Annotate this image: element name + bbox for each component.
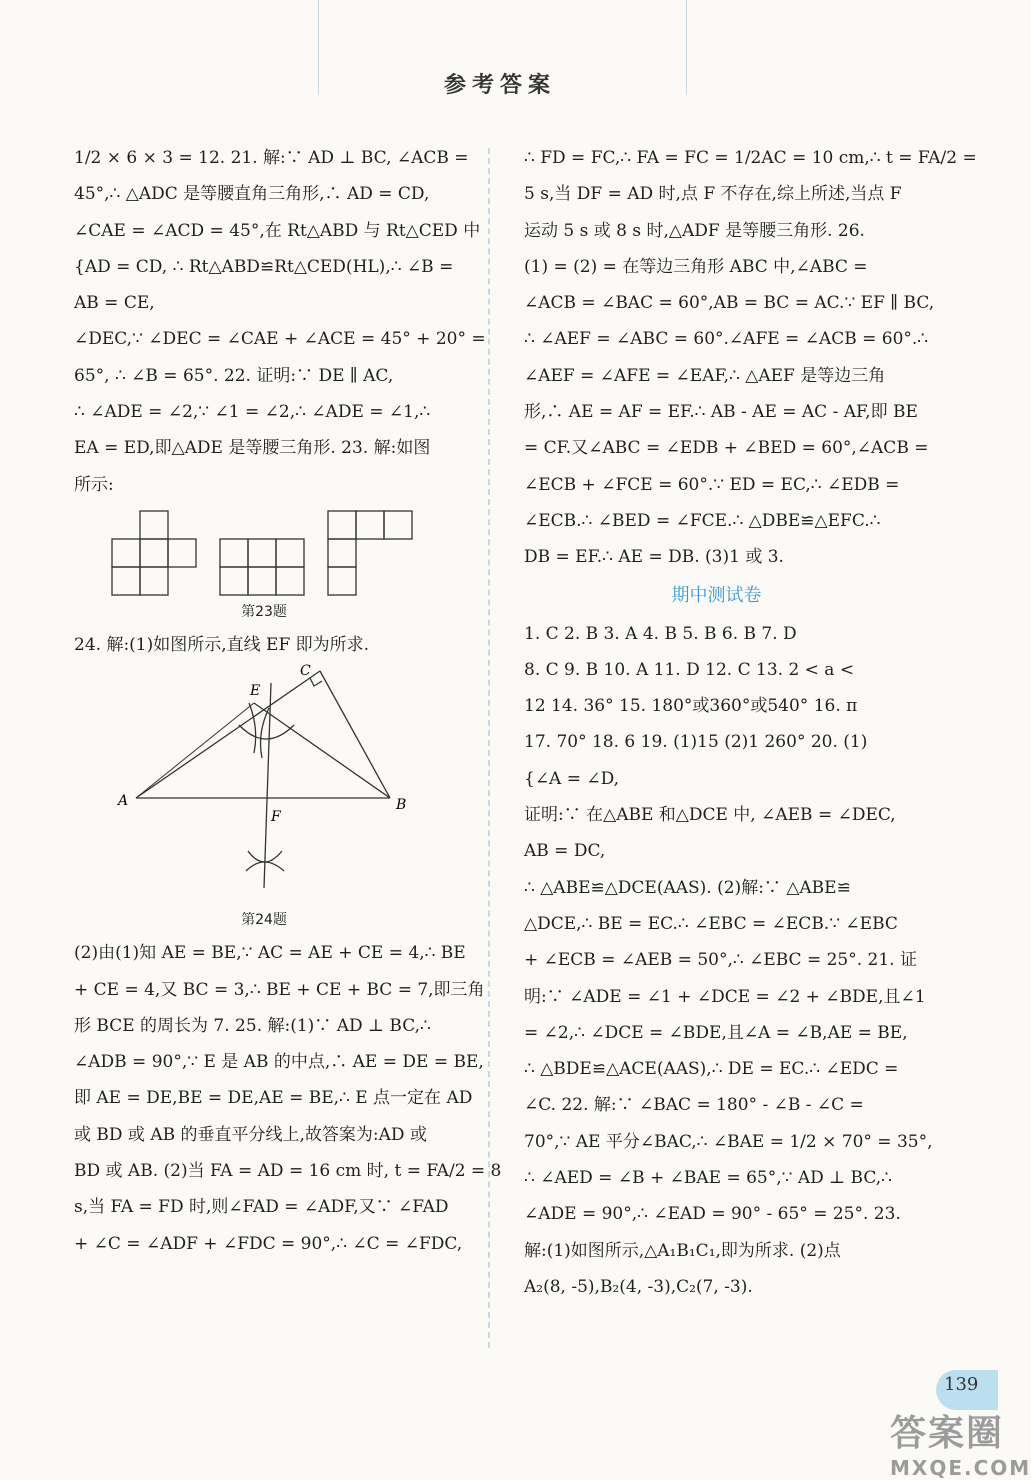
text-line: 形,∴ AE = AF = EF.∴ AB - AE = AC - AF,即 BE [524,402,918,423]
text-line: A₂(8, -5),B₂(4, -3),C₂(7, -3). [524,1276,753,1297]
text-line: 45°,∴ △ADC 是等腰直角三角形,∴ AD = CD, [74,184,430,205]
figure-24-caption: 第24题 [241,912,287,929]
text-line: = ∠2,∴ ∠DCE = ∠BDE,且∠A = ∠B,AE = BE, [524,1022,908,1043]
text-line: ∠AEF = ∠AFE = ∠EAF,∴ △AEF 是等边三角 [524,365,886,386]
text-line: 运动 5 s 或 8 s 时,△ADF 是等腰三角形. 26. [524,220,865,241]
figure-24-triangle [114,663,414,903]
text-line: 70°,∵ AE 平分∠BAC,∴ ∠BAE = 1/2 × 70° = 35°, [524,1131,933,1152]
text-line: {∠A = ∠D, [524,768,620,789]
label-e: E [250,683,261,700]
header-title: 参考答案 [443,73,556,98]
text-line: + CE = 4,又 BC = 3,∴ BE + CE + BC = 7,即三角 [74,979,485,1000]
label-f: F [271,809,281,826]
cube-net-3 [328,511,412,595]
text-line: + ∠C = ∠ADF + ∠FDC = 90°,∴ ∠C = ∠FDC, [74,1233,463,1254]
text-line: 明:∵ ∠ADE = ∠1 + ∠DCE = ∠2 + ∠BDE,且∠1 [524,986,926,1007]
text-line: 证明:∵ 在△ABE 和△DCE 中, ∠AEB = ∠DEC, [524,805,896,826]
text-line: 或 BD 或 AB 的垂直平分线上,故答案为:AD 或 [74,1124,427,1145]
text-line: 24. 解:(1)如图所示,直线 EF 即为所求. [74,634,370,655]
label-b: B [396,797,407,814]
left-column [74,140,502,1262]
page-header [0,68,1000,99]
label-c: C [300,663,311,680]
text-line: ∠ACB = ∠BAC = 60°,AB = BC = AC.∵ EF ∥ BC, [524,293,935,314]
text-line: △DCE,∴ BE = EC.∴ ∠EBC = ∠ECB.∵ ∠EBC [524,913,898,934]
text-line: {AD = CD, ∴ Rt△ABD≌Rt△CED(HL),∴ ∠B = [74,256,454,277]
text-line: s,当 FA = FD 时,则∠FAD = ∠ADF,又∵ ∠FAD [74,1197,449,1218]
text-line: (1) = (2) = 在等边三角形 ABC 中,∠ABC = [524,256,868,277]
text-line: ∠ADB = 90°,∵ E 是 AB 的中点,∴ AE = DE = BE, [74,1052,484,1073]
text-line: ∴ ∠AEF = ∠ABC = 60°.∠AFE = ∠ACB = 60°.∴ [524,329,929,350]
text-line: 即 AE = DE,BE = DE,AE = BE,∴ E 点一定在 AD [74,1088,473,1109]
cube-net-1 [112,511,196,595]
text-line: 12 14. 36° 15. 180°或360°或540° 16. π [524,696,858,717]
figure-23-nets [112,511,412,595]
text-line: 形 BCE 的周长为 7. 25. 解:(1)∵ AD ⊥ BC,∴ [74,1015,431,1036]
text-line: DB = EF.∴ AE = DB. (3)1 或 3. [524,547,784,568]
text-line: ∴ △ABE≌△DCE(AAS). (2)解:∵ △ABE≌ [524,877,851,898]
text-line: 65°, ∴ ∠B = 65°. 22. 证明:∵ DE ∥ AC, [74,365,394,386]
section-title: 期中测试卷 [671,584,762,606]
text-line: ∠ECB + ∠FCE = 60°.∵ ED = EC,∴ ∠EDB = [524,474,900,495]
cube-net-2 [220,539,304,595]
text-line: ∴ ∠AED = ∠B + ∠BAE = 65°,∵ AD ⊥ BC,∴ [524,1168,892,1189]
text-line: 1. C 2. B 3. A 4. B 5. B 6. B 7. D [524,623,797,644]
text-line: ∠C. 22. 解:∵ ∠BAC = 180° - ∠B - ∠C = [524,1095,864,1116]
text-line: 5 s,当 DF = AD 时,点 F 不存在,综上所述,当点 F [524,184,902,205]
text-line: ∴ ∠ADE = ∠2,∵ ∠1 = ∠2,∴ ∠ADE = ∠1,∴ [74,402,431,423]
watermark-logo-text: 答案圈 [890,1413,1005,1454]
text-line: EA = ED,即△ADE 是等腰三角形. 23. 解:如图 [74,438,431,459]
text-line: AB = CE, [74,293,155,314]
text-line: 17. 70° 18. 6 19. (1)15 (2)1 260° 20. (1) [524,732,868,753]
text-line: 解:(1)如图所示,△A₁B₁C₁,即为所求. (2)点 [524,1240,841,1261]
text-line: ∠ADE = 90°,∴ ∠EAD = 90° - 65° = 25°. 23. [524,1204,901,1225]
text-line: + ∠ECB = ∠AEB = 50°,∴ ∠EBC = 25°. 21. 证 [524,950,917,971]
text-line: ∴ △BDE≌△ACE(AAS),∴ DE = EC.∴ ∠EDC = [524,1059,899,1080]
page-number: 139 [944,1374,979,1395]
text-line: 1/2 × 6 × 3 = 12. 21. 解:∵ AD ⊥ BC, ∠ACB = [74,148,469,168]
right-column [524,140,977,1305]
page-number-tab [936,1370,998,1410]
label-a: A [118,793,129,810]
text-line: ∠DEC,∵ ∠DEC = ∠CAE + ∠ACE = 45° + 20° = [74,329,486,350]
watermark [890,1405,1031,1480]
text-line: = CF.又∠ABC = ∠EDB + ∠BED = 60°,∠ACB = [524,438,929,459]
text-line: AB = DC, [524,841,606,862]
text-line: 8. C 9. B 10. A 11. D 12. C 13. 2 < a < [524,659,855,680]
watermark-url: MXQE.COM [890,1456,1031,1480]
text-line: ∴ FD = FC,∴ FA = FC = 1/2AC = 10 cm,∴ t = FA/2 = [524,148,977,168]
text-line: ∠ECB.∴ ∠BED = ∠FCE.∴ △DBE≌△EFC.∴ [524,510,881,531]
text-line: (2)由(1)知 AE = BE,∵ AC = AE + CE = 4,∴ BE [74,943,466,964]
text-line: ∠CAE = ∠ACD = 45°,在 Rt△ABD 与 Rt△CED 中 [74,220,481,241]
text-line: BD 或 AB. (2)当 FA = AD = 16 cm 时, t = FA/2 = 8 [74,1161,502,1182]
figure-23-caption: 第23题 [241,603,287,620]
text-line: 所示: [74,474,114,495]
